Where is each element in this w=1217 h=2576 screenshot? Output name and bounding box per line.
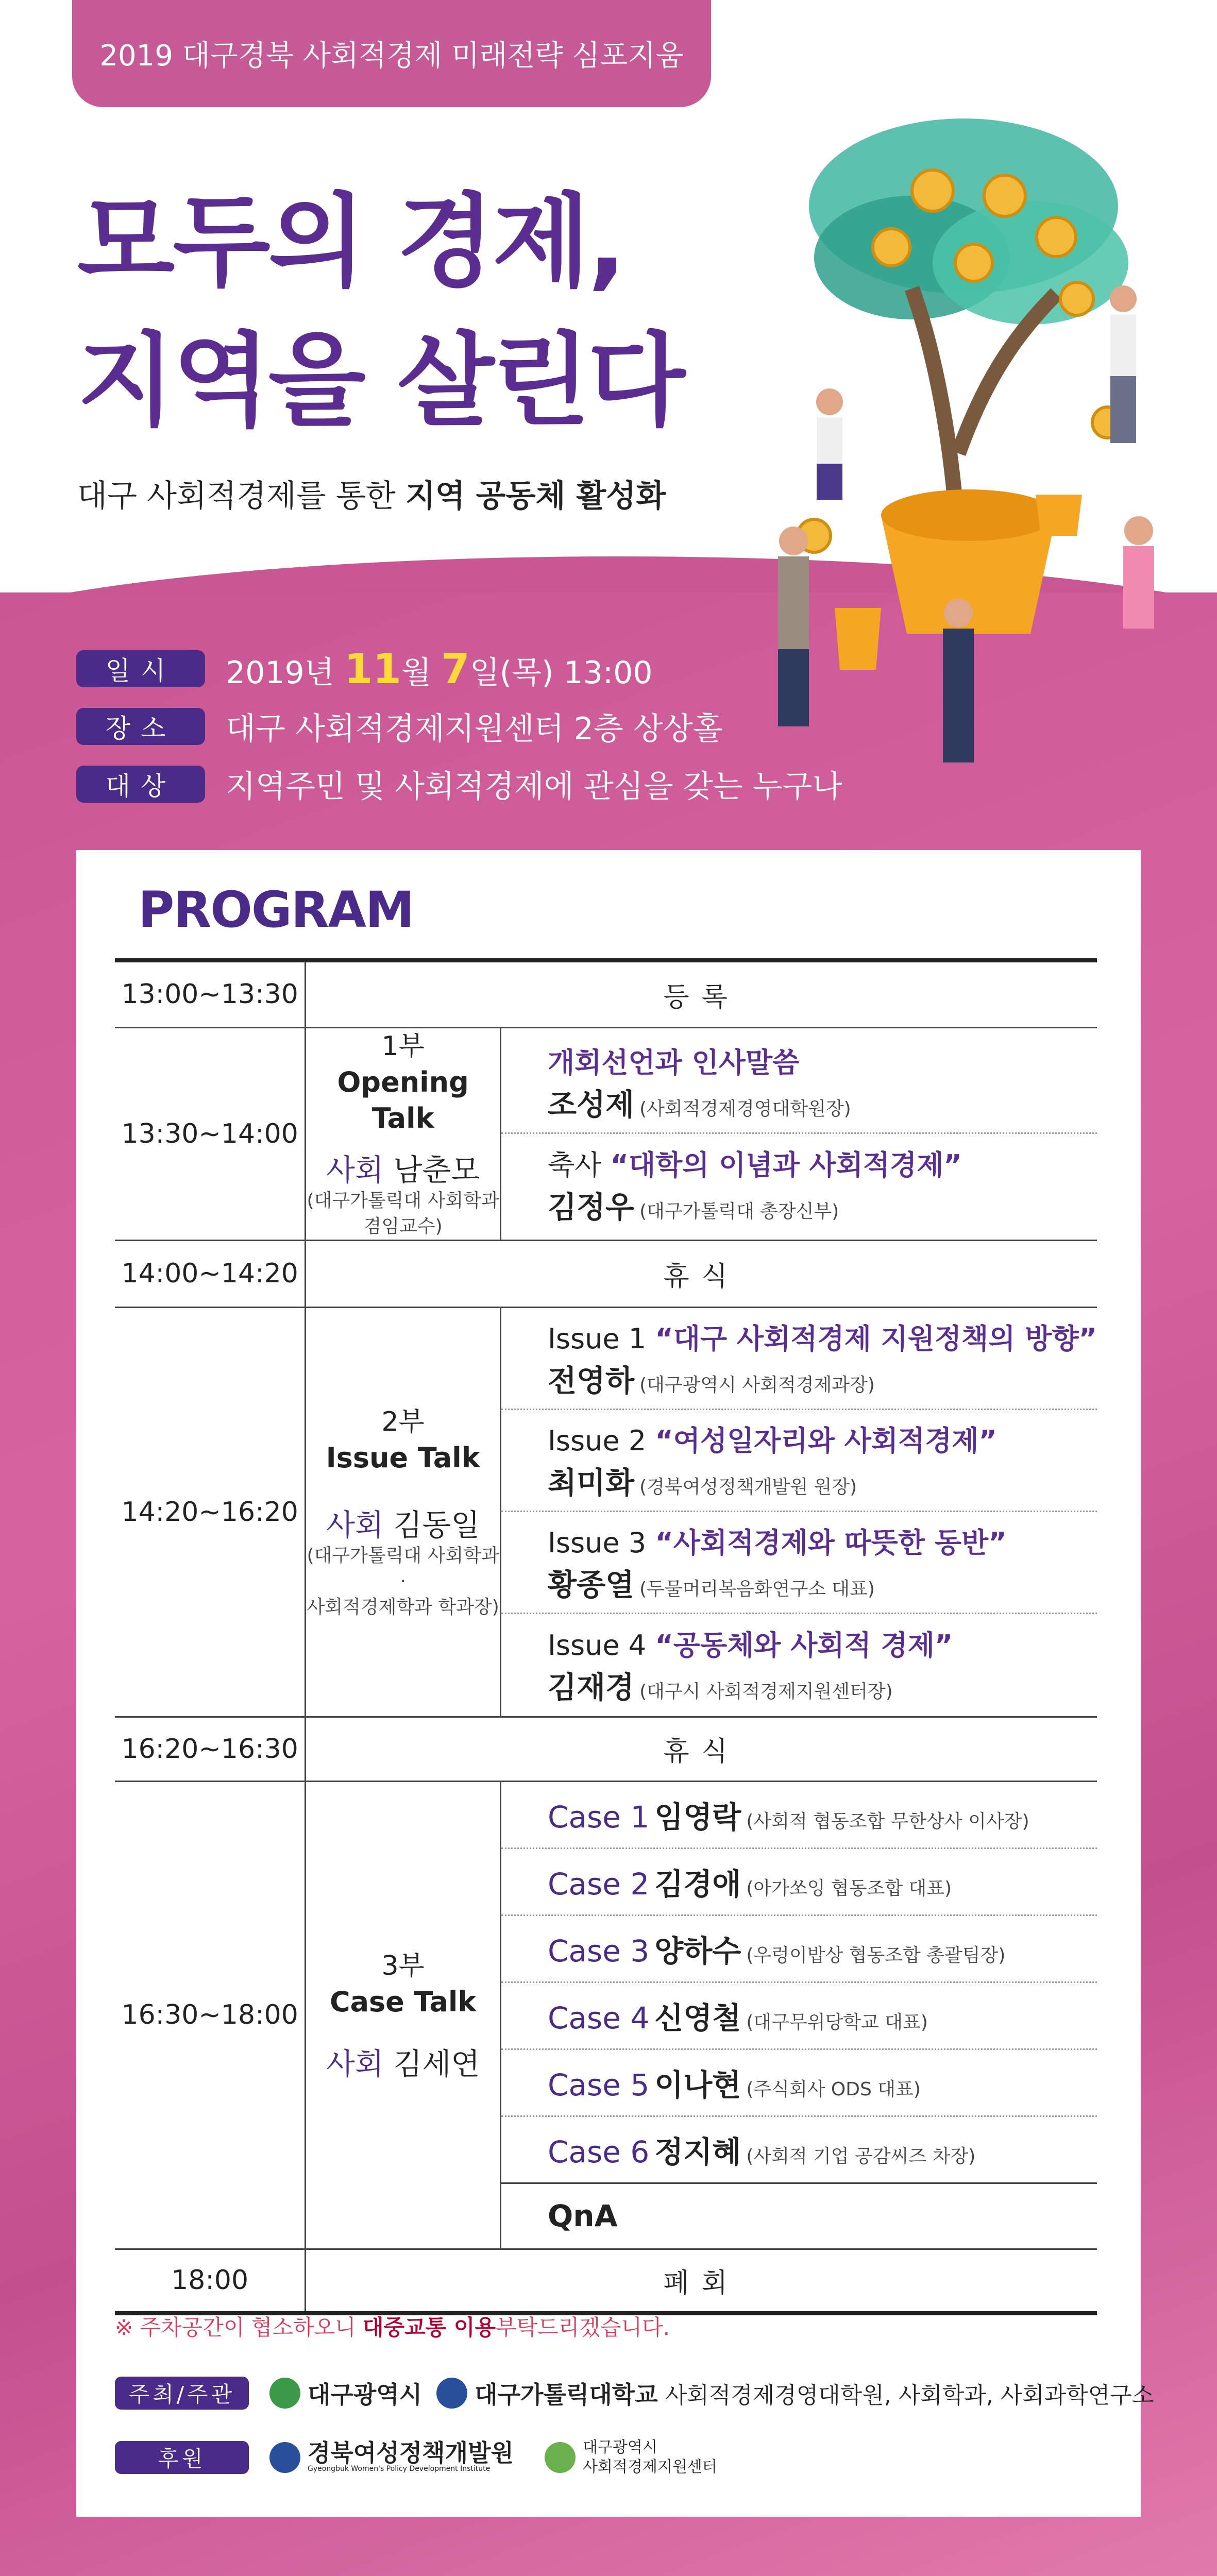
session-label: 휴식: [306, 1240, 1097, 1307]
list-item: 개회선언과 인사말씀 조성제 (사회적경제경영대학원장): [501, 1032, 1097, 1134]
info-date-row: [76, 645, 653, 693]
time-cell: 18:00: [115, 2249, 306, 2313]
list-item: Case 2 김경애 (아가쏘잉 협동조합 대표): [501, 1849, 1097, 1916]
daegu-logo-icon: [269, 2378, 300, 2409]
time-cell: 16:30~18:00: [115, 1781, 306, 2249]
organizer-label: 주최/주관: [115, 2377, 249, 2410]
target-label: 대상: [76, 766, 205, 803]
time-cell: 14:00~14:20: [115, 1240, 306, 1307]
list-item: Case 6 정지혜 (사회적 기업 공감씨즈 차장): [501, 2117, 1097, 2184]
list-item: Issue 1 “대구 사회적경제 지원정책의 방향” 전영하 (대구광역시 사회적경제과장): [501, 1308, 1097, 1410]
page-title: 모두의 경제, 지역을 살린다: [77, 183, 684, 440]
list-item: Case 5 이나현 (주식회사 ODS 대표): [501, 2050, 1097, 2117]
place-value: 대구 사회적경제지원센터 2층 상상홀: [226, 711, 723, 747]
items-cell: [500, 1027, 1097, 1240]
list-item: Issue 2 “여성일자리와 사회적경제” 최미화 (경북여성정책개발원 원장): [501, 1410, 1097, 1512]
items-cell: [500, 1781, 1097, 2249]
list-item: Issue 3 “사회적경제와 따뜻한 동반” 황종열 (두물머리복음화연구소 대표): [501, 1512, 1097, 1614]
part-cell: 3부 Case Talk 사회 김세연: [306, 1781, 501, 2249]
list-item: 축사 “대학의 이념과 사회적경제” 김정우 (대구가톨릭대 총장신부): [547, 1148, 962, 1225]
parking-notice: ※ 주차공간이 협소하오니 대중교통 이용부탁드리겠습니다.: [115, 2315, 670, 2340]
time-cell: 16:20~16:30: [115, 1717, 306, 1781]
gwpdi-logo-icon: [269, 2442, 300, 2473]
part-cell: 1부 Opening Talk 사회 남춘모 (대구가톨릭대 사회학과 겸임교수): [306, 1027, 501, 1240]
table-row: [115, 1307, 1097, 1717]
part-cell: 2부 Issue Talk 사회 김동일 (대구가톨릭대 사회학과· 사회적경제학과 학과장): [306, 1307, 501, 1717]
event-tag: 2019 대구경북 사회적경제 미래전략 심포지움: [72, 0, 711, 107]
session-label: 휴식: [306, 1717, 1097, 1781]
program-title: PROGRAM: [138, 881, 414, 939]
list-item: Case 4 신영철 (대구무위당학교 대표): [501, 1983, 1097, 2050]
info-place-row: [76, 706, 723, 747]
date-label: 일시: [76, 650, 205, 687]
place-label: 장소: [76, 708, 205, 745]
sponsor-row: 후원 경북여성정책개발원 Gyeongbuk Women's Policy Development Institute 대구광역시 사회적경제지원센터: [115, 2437, 717, 2478]
time-cell: 13:30~14:00: [115, 1027, 306, 1240]
program-table: [115, 958, 1097, 2315]
list-item: Case 3 양하수 (우렁이밥상 협동조합 총괄팀장): [501, 1916, 1097, 1983]
session-label: 폐회: [306, 2249, 1097, 2313]
list-item: Case 1 임영락 (사회적 협동조합 무한상사 이사장): [501, 1782, 1097, 1849]
table-row: [115, 960, 1097, 1027]
date-value: 2019년 11월 7일(목) 13:00: [226, 645, 653, 693]
cu-logo-icon: [436, 2378, 467, 2409]
info-target-row: [76, 764, 842, 805]
table-row: [115, 2249, 1097, 2313]
time-cell: 14:20~16:20: [115, 1307, 306, 1717]
list-item: Issue 4 “공동체와 사회적 경제” 김재경 (대구시 사회적경제지원센터장): [547, 1629, 953, 1705]
organizer-row: 주최/주관 대구광역시 대구가톨릭대학교 사회적경제경영대학원, 사회학과, 사회과학연구소: [115, 2372, 1154, 2414]
sponsor-label: 후원: [115, 2441, 249, 2474]
time-cell: 13:00~13:30: [115, 960, 306, 1027]
target-value: 지역주민 및 사회적경제에 관심을 갖는 누구나: [226, 769, 842, 805]
table-row: [115, 1781, 1097, 2249]
table-row: [115, 1717, 1097, 1781]
program-card: [76, 850, 1154, 2517]
table-row: [115, 1027, 1097, 1240]
items-cell: [500, 1307, 1097, 1717]
qna-item: QnA: [547, 2198, 618, 2233]
table-row: [115, 1240, 1097, 1307]
session-label: 등록: [306, 960, 1097, 1027]
center-logo-icon: [545, 2442, 576, 2473]
page-subtitle: 대구 사회적경제를 통한 지역 공동체 활성화: [77, 478, 666, 514]
money-tree-illustration: [696, 93, 1211, 762]
